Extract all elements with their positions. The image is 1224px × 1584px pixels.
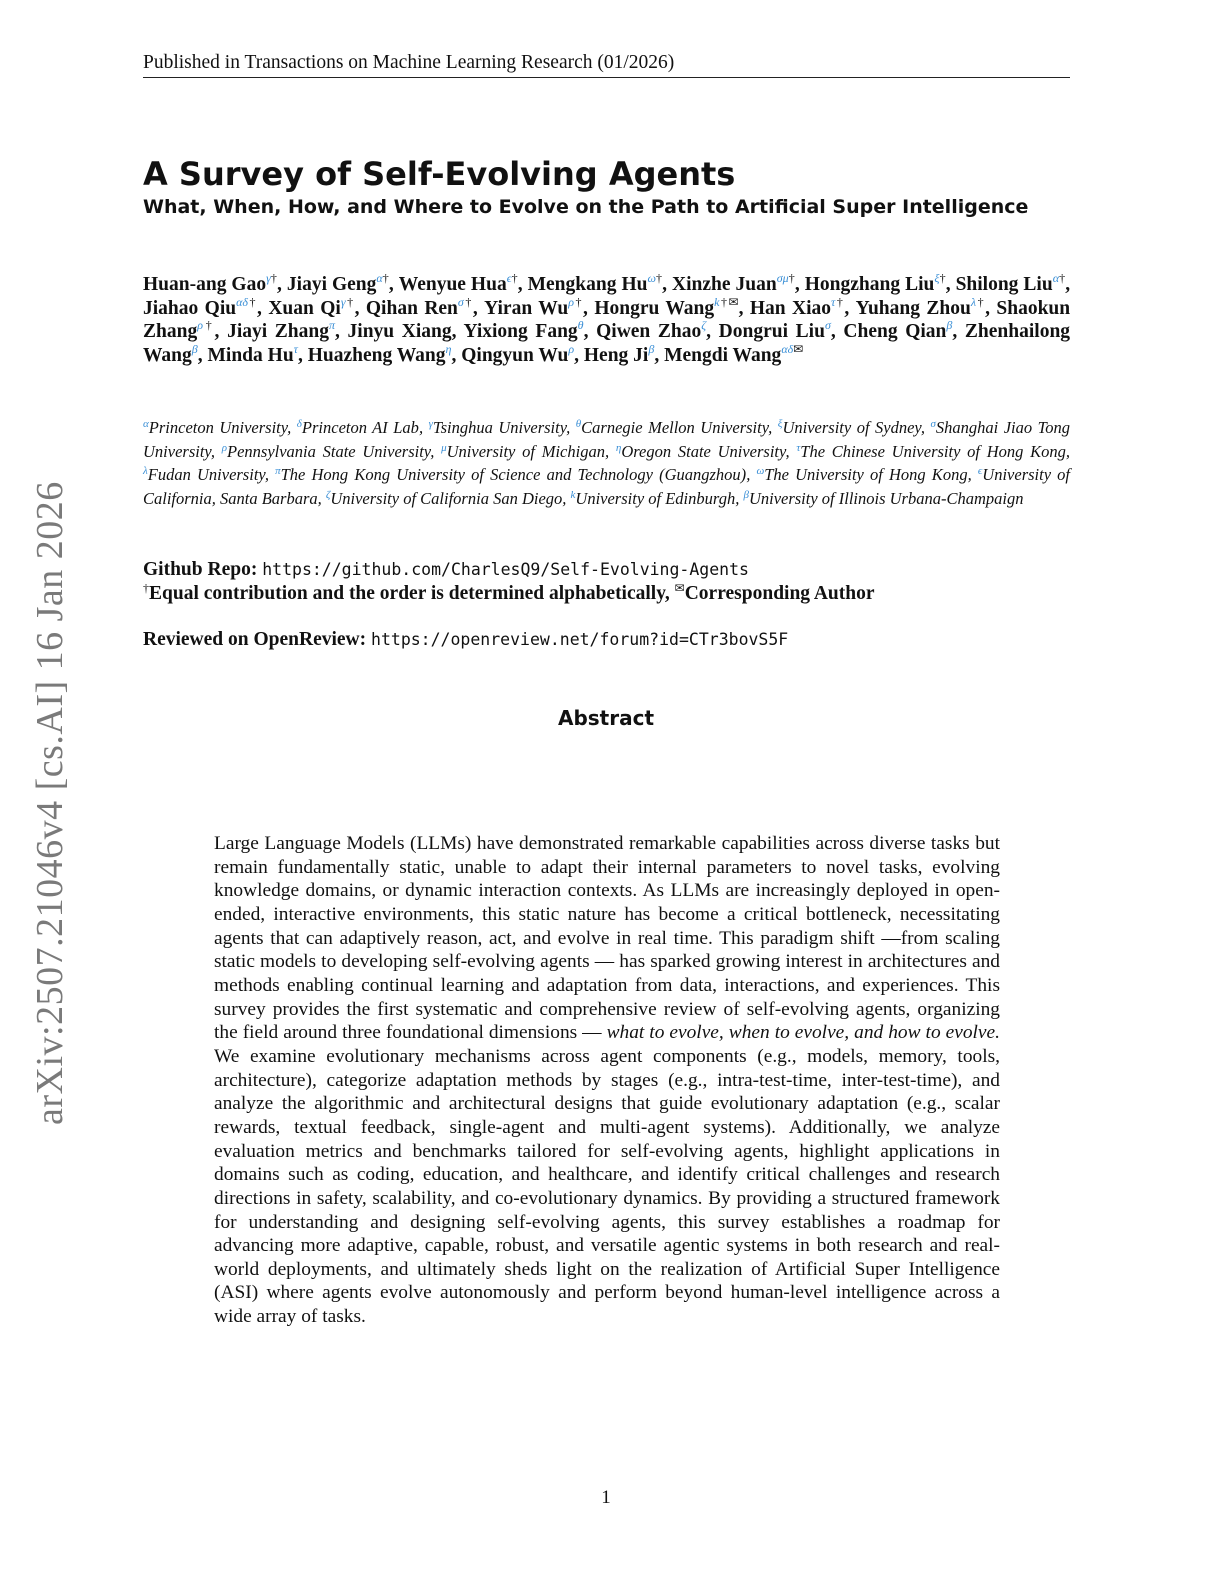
affiliation-mark: ξ: [934, 271, 940, 285]
author-name: Minda Hu: [207, 344, 294, 366]
affiliation-name: Shanghai Jiao Tong University: [143, 418, 1071, 461]
abstract-text-part2: We examine evolutionary mechanisms across agent components (e.g., models, memory, tools, architecture), categorize adaptation methods by stages (e.g., intra-test-time, inter-test-time), and analyze the algorithmic and architectural designs that guide evolutionary adaptation (e.g., scalar rewards, textual feedback, single-agent and multi-agent systems). Additionally, we analyze evaluation metrics and benchmarks tailored for self-evolving agents, highlight applications in domains such as coding, education, and healthcare, and identify critical challenges and research directions in safety, scalability, and co-evolutionary dynamics. By providing a structured framework for understanding and designing self-evolving agents, this survey establishes a roadmap for advancing more adaptive, capable, robust, and versatile agentic systems in both research and real-world deployments, and ultimately sheds light on the realization of Artificial Super Intelligence (ASI) where agents evolve autonomously and perform beyond human-level intelligence across a wide array of tasks.: [214, 1045, 1000, 1328]
affiliation-mark: β: [743, 489, 749, 502]
author-entry: [398, 271, 518, 295]
repo-block: [143, 558, 1103, 605]
affiliation-mark: τ: [293, 341, 298, 356]
author-affiliation-marks: [777, 271, 795, 285]
equal-contribution-text: Equal contribution and the order is determined alphabetically,: [149, 582, 670, 604]
author-name: Mengdi Wang: [664, 344, 782, 366]
venue-header: Published in Transactions on Machine Learning Research (01/2026): [143, 52, 1070, 78]
affiliation-entry: [429, 418, 567, 437]
affiliation-name: Princeton University: [148, 418, 288, 437]
affiliation-name: The University of Hong Kong: [764, 465, 968, 485]
author-name: Xinzhe Juan: [672, 274, 777, 295]
affiliation-mark: η: [445, 341, 452, 356]
author-entry: [672, 271, 795, 295]
paper-subtitle: What, When, How, and Where to Evolve on the Path to Artificial Super Intelligence: [143, 196, 1029, 218]
author-entry: [461, 341, 575, 366]
author-affiliation-marks: [648, 342, 654, 356]
affiliation-name: Fudan University: [147, 465, 265, 485]
affiliation-name: The Chinese University of Hong Kong: [800, 441, 1066, 461]
affiliation-mark: α: [376, 271, 383, 285]
affiliation-mark: β: [946, 318, 953, 333]
affiliation-entry: [778, 418, 921, 437]
author-name: Qiwen Zhao: [596, 321, 702, 343]
author-name: Wenyue Hua: [398, 274, 507, 295]
affiliation-mark: ϵ: [506, 271, 512, 285]
author-entry: [583, 341, 655, 366]
affiliation-mark: ω: [756, 465, 765, 478]
affiliation-entry: [616, 442, 786, 461]
affiliation-mark: θ: [575, 418, 582, 430]
author-name: Zhenhailong Wang: [143, 321, 1071, 366]
abstract-text-part1: Large Language Models (LLMs) have demonstrated remarkable capabilities across diverse tasks but remain fundamentally static, unable to adapt their internal parameters to novel tasks, evolving knowledge domains, or dynamic interaction contexts. As LLMs are increasingly deployed in open-ended, interactive environments, this static nature has become a critical bottleneck, necessitating agents that can adaptively reason, act, and evolve in real time. This paradigm shift —from scaling static models to developing self-evolving agents — has sparked growing interest in architectures and methods enabling continual learning and adaptation from data, interactions, and experiences. This survey provides the first systematic and comprehensive review of self-evolving agents, organizing the field around three foundational dimensions —: [214, 833, 1000, 1044]
affiliation-entry: [143, 465, 265, 484]
affiliation-mark: σ: [457, 294, 464, 309]
author-entry: [843, 318, 953, 343]
author-entry: [749, 294, 845, 319]
affiliation-mark: δ: [296, 418, 302, 430]
author-name: Dongrui Liu: [718, 321, 825, 343]
author-name: Shaokun Zhang: [143, 297, 1071, 343]
contribution-mark: †: [976, 294, 986, 309]
contribution-mark: †: [1059, 271, 1066, 285]
abstract-emphasis: what to evolve, when to evolve, and how to evolve.: [606, 1022, 1000, 1044]
author-affiliation-marks: [714, 295, 738, 309]
affiliation-entry: [756, 465, 967, 484]
affiliation-entry: [222, 442, 431, 461]
author-name: Jinyu Xiang: [347, 321, 452, 343]
author-affiliation-marks: [446, 342, 452, 356]
author-name: Han Xiao: [749, 297, 832, 319]
affiliation-mark: π: [329, 318, 336, 333]
author-entry: [143, 271, 278, 295]
author-entry: [664, 341, 804, 366]
contribution-mark: †: [939, 271, 946, 285]
author-entry: [484, 294, 584, 319]
author-name: Jiayi Zhang: [227, 321, 329, 343]
envelope-icon: ✉: [674, 580, 685, 595]
review-line: [143, 628, 1103, 652]
affiliation-mark: ξ: [777, 418, 783, 430]
page-number: 1: [601, 1487, 611, 1508]
author-affiliation-marks: [376, 271, 389, 285]
affiliation-mark: ρ: [568, 341, 575, 356]
arxiv-identifier-stamp: arXiv:2507.21046v4 [cs.AI] 16 Jan 2026: [29, 481, 71, 1125]
contribution-mark: †✉: [719, 294, 739, 309]
author-entry: [227, 318, 336, 343]
affiliation-entry: [441, 442, 605, 461]
author-name: Yiran Wu: [484, 297, 569, 319]
affiliation-name: Princeton AI Lab: [301, 418, 419, 437]
affiliation-mark: ρ: [221, 441, 227, 454]
author-affiliation-marks: [294, 342, 298, 356]
affiliation-name: University of Michigan: [446, 441, 605, 461]
openreview-link[interactable]: https://openreview.net/forum?id=CTr3bovS5F: [371, 630, 789, 649]
github-link[interactable]: https://github.com/CharlesQ9/Self-Evolving-Agents: [262, 560, 749, 579]
affiliation-mark: ω: [647, 271, 656, 285]
author-entry: [286, 271, 389, 295]
author-name: Mengkang Hu: [527, 274, 648, 295]
author-name: Qihan Ren: [365, 297, 458, 319]
contribution-mark: †: [270, 271, 278, 285]
corresponding-author-text: Corresponding Author: [684, 582, 875, 604]
author-entry: [596, 318, 707, 343]
affiliation-entry: [796, 442, 1066, 461]
affiliation-mark: σμ: [776, 271, 789, 285]
author-entry: [718, 318, 831, 343]
author-affiliation-marks: [578, 318, 584, 332]
contribution-mark: †: [345, 294, 355, 309]
affiliation-mark: αδ: [236, 294, 248, 309]
author-affiliation-marks: [971, 295, 985, 309]
affiliation-mark: αδ: [781, 341, 794, 356]
contribution-mark: †: [574, 294, 584, 309]
affiliation-name: University of Sydney: [782, 418, 921, 437]
author-affiliation-marks: [701, 318, 706, 332]
author-affiliation-marks: [934, 271, 945, 285]
contribution-mark: †: [463, 294, 473, 309]
author-affiliation-marks: [329, 318, 335, 332]
affiliation-entry: [576, 418, 768, 437]
author-entry: [855, 294, 986, 319]
author-affiliation-marks: [781, 342, 803, 356]
affiliation-name: University of California, Santa Barbara: [143, 465, 1071, 509]
author-name: Qingyun Wu: [461, 344, 569, 366]
affiliation-mark: γ: [428, 418, 433, 430]
affiliation-name: University of California San Diego: [330, 489, 563, 509]
affiliation-mark: λ: [143, 465, 148, 478]
author-name: Jiahao Qiu: [143, 297, 237, 319]
author-affiliation-marks: [341, 295, 355, 309]
author-affiliation-marks: [647, 271, 662, 285]
author-affiliation-marks: [507, 271, 518, 285]
github-line: [143, 558, 1103, 582]
affiliation-mark: k: [570, 489, 576, 502]
affiliation-name: University of Edinburgh: [575, 489, 736, 509]
paper-title: A Survey of Self-Evolving Agents: [143, 155, 736, 193]
author-affiliation-marks: [831, 295, 844, 309]
author-name: Huan-ang Gao: [143, 274, 267, 295]
author-entry: [594, 294, 739, 319]
contribution-mark: †: [655, 271, 663, 285]
affiliation-name: Oregon State University: [621, 441, 786, 461]
author-list: Huan-ang Gao$^{\gamma\dagger}$, Jiayi Geng$^{\alpha\dagger}$, Wenyue Hua$^{\epsilon\dagger}$, Mengkang $Hu^{\omega\dagger}$, Xinzhe Juan$^{\sigma\mu\dagger}$, Hongzhang Liu$^{\xi\dagger}$, Shilong Liu$^{\alpha\dagger}$, Jiahao Qiu$^{\alpha\delta\dagger}$, Xuan $Qi^{\gamma\dagger}$, Qihan Ren$^{\sigma\dagger}$, Yiran $Wu^{\rho\dagger}$, Hongru Wang$^{k\dagger✉}$, Han Xiao$^{\tau\dagger}$, Yuhang Zhou$^{\lambda\dagger}$, Shaokun Zhang$^{\rho\dagger}$, Jiayi Zhang$^\pi$, Jinyu Xiang, Yixiong Fang$^\theta$, Qiwen Zhao$^\zeta$, Dongrui Liu$^\sigma$, Cheng Qian$^\beta$, Zhenhailong Wang$^\beta$, Minda $Hu^\tau$, Huazheng Wang$^\eta$, Qingyun $Wu^\rho$, Heng $Ji^\beta$, Mengdi Wang$^{\alpha\delta✉}$: [143, 271, 1071, 366]
affiliation-mark: ρ: [568, 294, 574, 309]
affiliation-mark: β: [648, 341, 655, 356]
author-name: Xuan Qi: [268, 297, 341, 319]
contribution-mark: †: [382, 271, 389, 285]
contribution-mark: †: [247, 294, 258, 309]
affiliation-entry: [275, 465, 746, 484]
affiliation-entry: [326, 489, 562, 508]
affiliation-name: University of Illinois Urbana-Champaign: [748, 489, 1024, 509]
author-entry: [527, 271, 663, 295]
affiliation-mark: γ: [266, 271, 271, 285]
affiliation-name: Carnegie Mellon University: [581, 418, 769, 437]
author-entry: [804, 271, 946, 295]
affiliation-mark: ζ: [325, 489, 331, 502]
author-name: Cheng Qian: [843, 321, 947, 343]
author-name: Jiayi Geng: [286, 274, 377, 295]
author-name: Huazheng Wang: [307, 344, 446, 366]
author-name: Yixiong Fang: [463, 321, 578, 343]
affiliation-mark: μ: [441, 441, 447, 454]
affiliation-name: The Hong Kong University of Science and Technology (Guangzhou): [280, 465, 747, 485]
affiliation-mark: ζ: [701, 318, 707, 333]
contribution-mark: †: [788, 271, 795, 285]
author-affiliation-marks: [568, 342, 574, 356]
affiliation-mark: β: [191, 341, 198, 356]
contribution-mark: †: [202, 318, 215, 333]
author-affiliation-marks: [192, 342, 198, 356]
review-label: Reviewed on OpenReview:: [143, 629, 367, 650]
affiliation-entry: [571, 489, 736, 508]
affiliation-mark: τ: [831, 294, 836, 309]
author-name: Yuhang Zhou: [855, 297, 971, 319]
affiliation-mark: τ: [796, 441, 801, 454]
author-entry: [365, 294, 473, 319]
author-entry: [143, 294, 258, 319]
author-affiliation-marks: [197, 318, 214, 332]
contribution-mark: ✉: [793, 341, 804, 356]
abstract-body: [214, 832, 1000, 1329]
affiliation-mark: σ: [824, 318, 831, 333]
abstract-heading: Abstract: [557, 706, 655, 730]
github-label: Github Repo:: [143, 559, 258, 580]
author-entry: [348, 321, 452, 342]
affiliation-entry: [743, 489, 1023, 508]
author-entry: [463, 318, 584, 343]
author-affiliation-marks: [266, 271, 277, 285]
contribution-mark: †: [511, 271, 518, 285]
author-entry: [268, 294, 355, 319]
author-name: Hongru Wang: [594, 297, 715, 319]
affiliation-name: Tsinghua University: [432, 418, 567, 437]
affiliation-mark: π: [275, 465, 281, 478]
affiliation-mark: γ: [340, 294, 346, 309]
author-affiliation-marks: [825, 318, 831, 332]
affiliation-mark: σ: [930, 418, 936, 430]
affiliation-mark: α: [1052, 271, 1059, 285]
affiliation-mark: ρ: [197, 318, 203, 333]
contribution-mark: †: [835, 294, 845, 309]
author-affiliation-marks: [946, 318, 952, 332]
affiliation-entry: [143, 418, 287, 437]
author-entry: [307, 341, 452, 366]
contribution-note: [143, 582, 1103, 606]
author-entry: [207, 341, 298, 366]
affiliation-list: $^\alpha$Princeton University, $^\delta$Princeton AI Lab, $^\gamma$Tsinghua University, $^\theta$Carnegie Mellon University, $^\xi$University of Sydney, $^\sigma$Shanghai Jiao Tong University, $^\rho$Pennsylvania State University, $^\mu$University of Michigan, $^\eta$Oregon State University, $^\tau$The Chinese University of Hong Kong, $^\lambda$Fudan University, $^\pi$The Hong Kong University of Science and Technology (Guangzhou), $^\omega$The University of Hong Kong, $^\epsilon$University of California, Santa Barbara, $^\zeta$University of California San Diego, $^k$University of Edinburgh, $^\beta$University of Illinois Urbana-Champaign: [143, 418, 1071, 509]
affiliation-mark: λ: [970, 294, 977, 309]
author-name: Heng Ji: [583, 344, 649, 366]
author-entry: [955, 271, 1066, 295]
affiliation-mark: k: [714, 294, 720, 309]
affiliation-entry: [297, 418, 419, 437]
dagger-mark: †: [143, 580, 149, 595]
affiliation-mark: ϵ: [977, 465, 983, 478]
affiliation-mark: θ: [577, 318, 584, 333]
affiliation-name: Pennsylvania State University: [227, 441, 431, 461]
author-affiliation-marks: [236, 295, 257, 309]
author-name: Shilong Liu: [955, 274, 1053, 295]
author-affiliation-marks: [458, 295, 473, 309]
author-affiliation-marks: [568, 295, 583, 309]
author-name: Hongzhang Liu: [804, 274, 935, 295]
affiliation-mark: α: [143, 418, 149, 430]
author-affiliation-marks: [1053, 271, 1066, 285]
affiliation-mark: η: [615, 441, 622, 454]
